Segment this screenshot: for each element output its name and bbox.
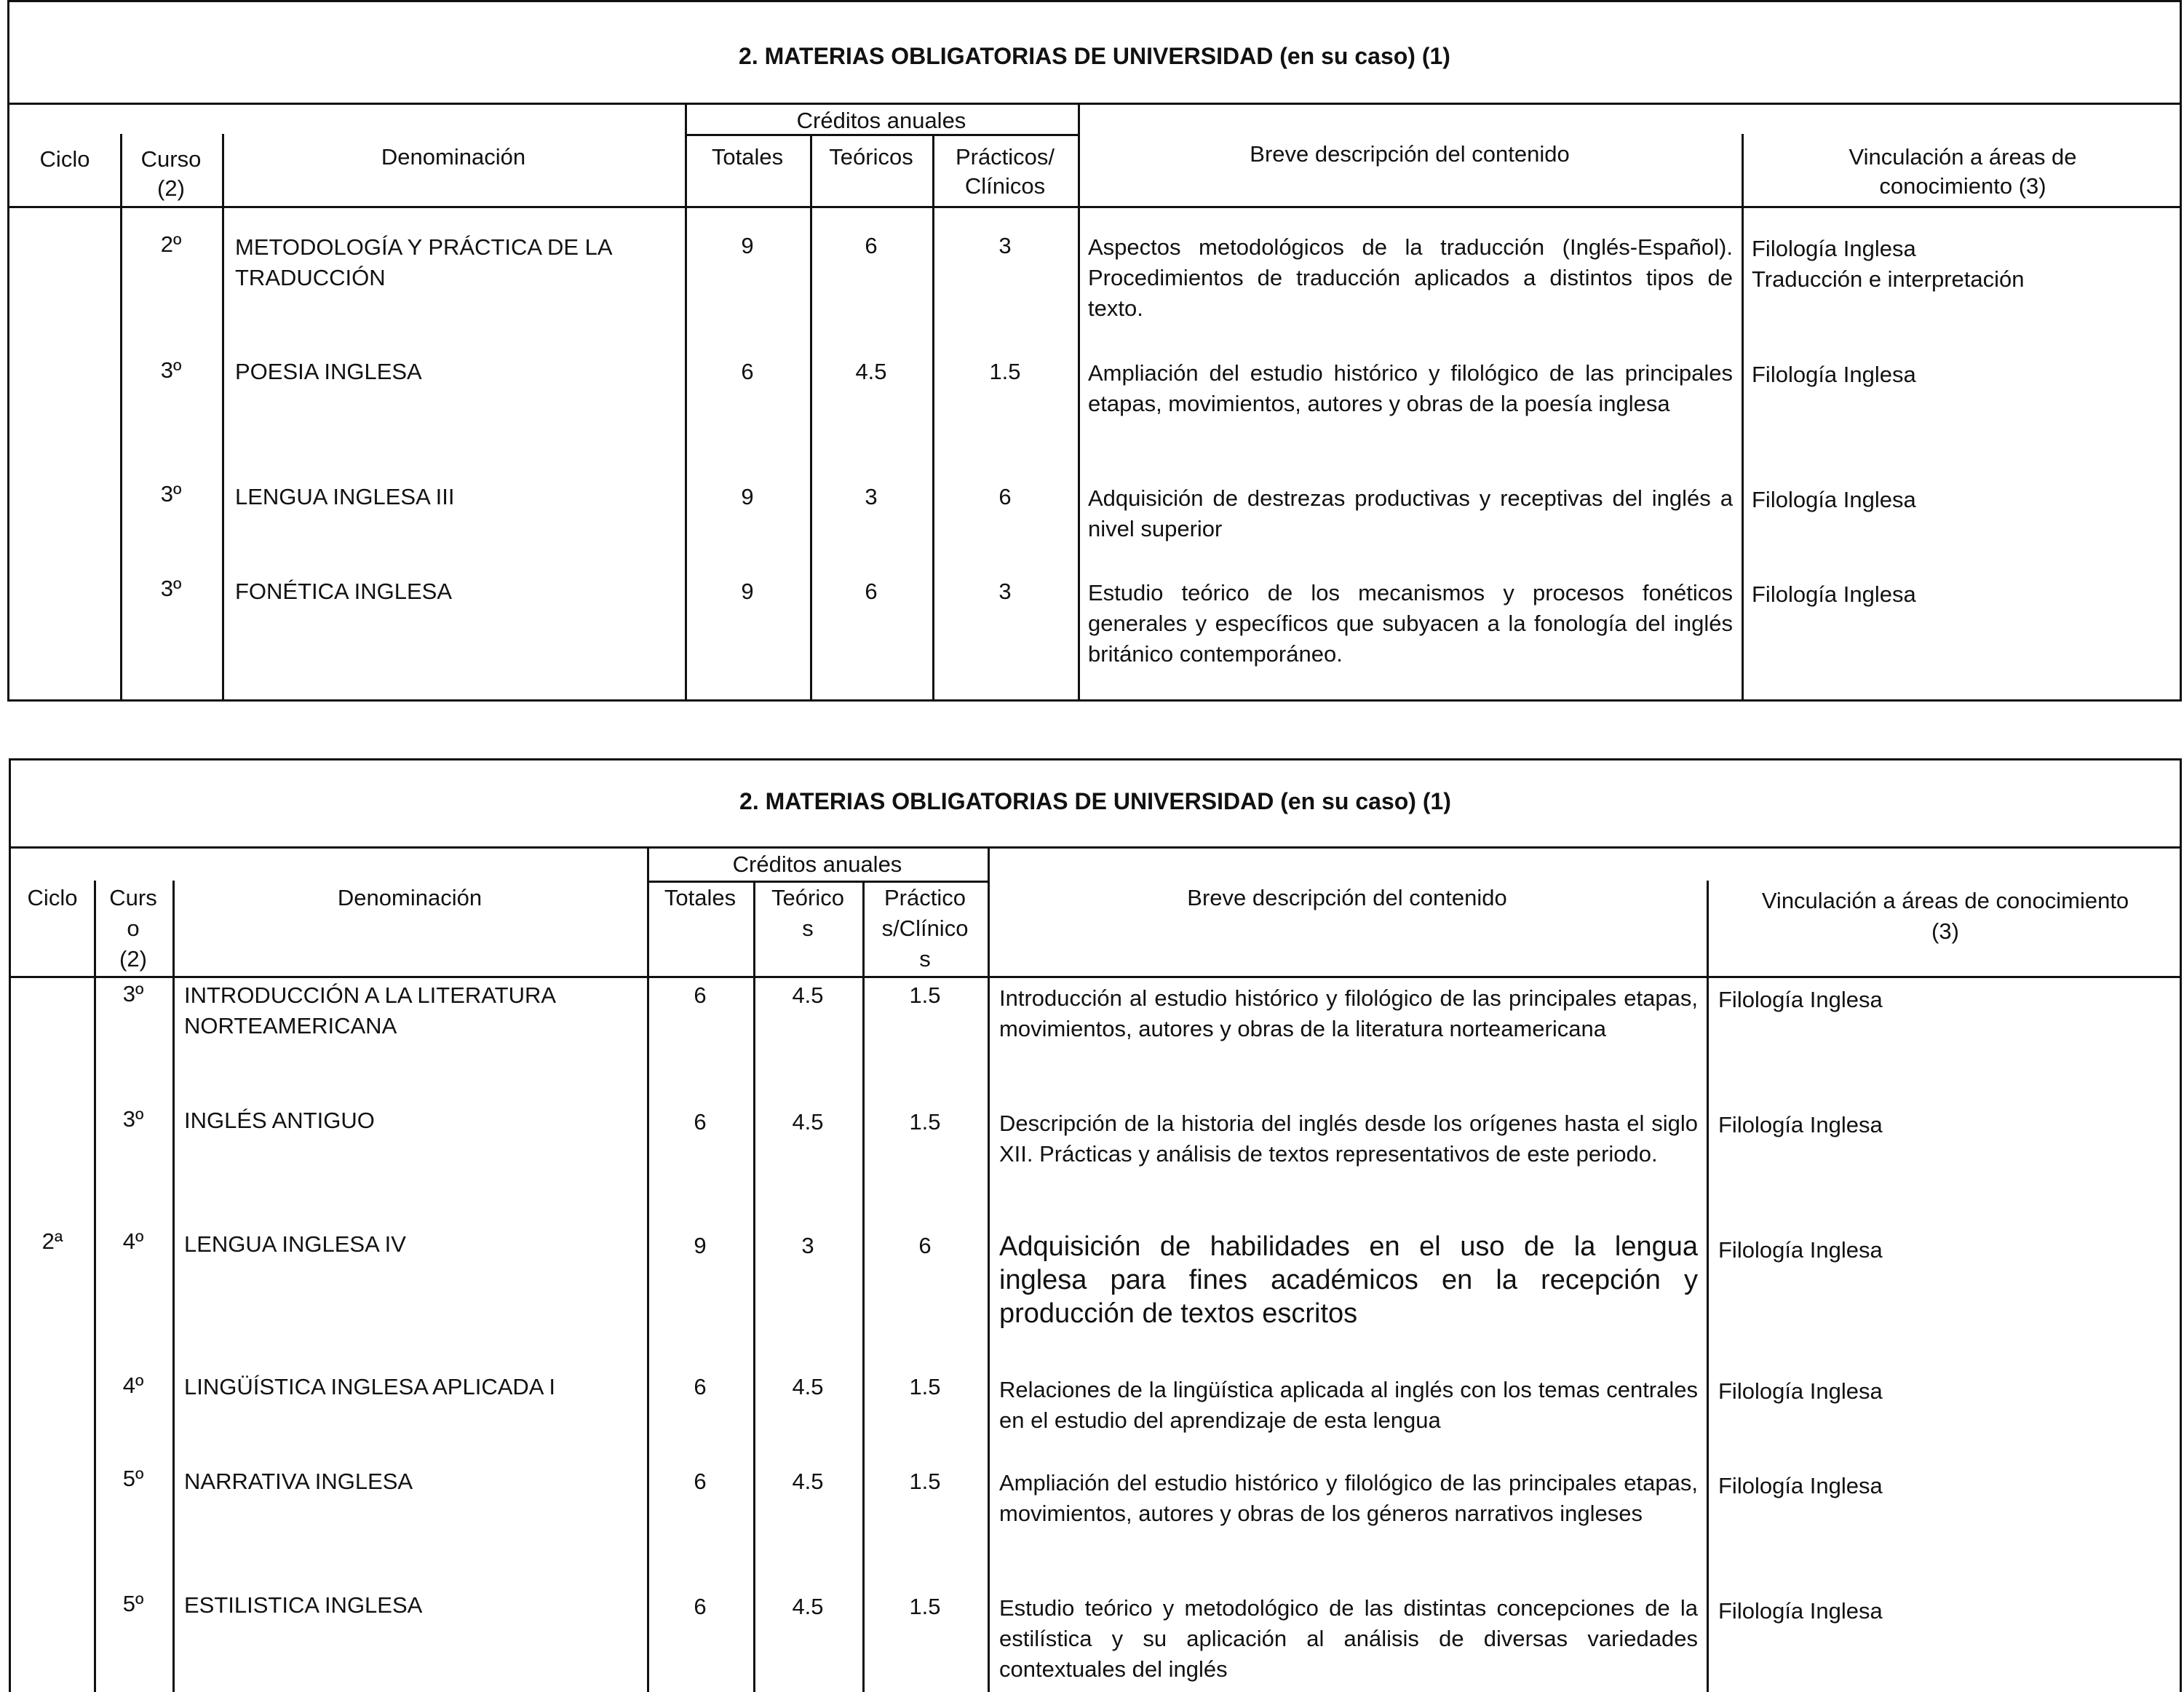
divider (685, 103, 687, 699)
header-descripcion: Breve descripción del contenido (1187, 885, 1507, 910)
header-vinculacion-2: conocimiento (3) (1879, 173, 2046, 199)
row-curso: 3º (160, 357, 182, 383)
row-practicos: 1.5 (909, 982, 941, 1008)
row-practicos: 3 (998, 233, 1012, 258)
header-curso: Curs o (2) (109, 885, 157, 972)
row-curso: 3º (122, 981, 144, 1006)
divider (1078, 103, 1080, 699)
row-vinculacion: Filología Inglesa (1718, 1473, 1883, 1498)
divider (222, 134, 224, 699)
header-practicos: Prácticos/ (955, 144, 1055, 170)
row-curso: 4º (122, 1228, 144, 1254)
row-vinculacion: Filología Inglesa (1752, 581, 1916, 607)
divider (120, 134, 122, 699)
row-vinculacion: Filología Inglesa (1718, 1112, 1883, 1137)
divider (932, 134, 934, 699)
row-totales: 6 (741, 359, 754, 384)
row-totales: 6 (694, 1109, 707, 1135)
row-teoricos: 4.5 (792, 1374, 824, 1399)
header-curso-note: (2) (157, 175, 185, 201)
row-teoricos: 3 (865, 484, 878, 509)
header-totales: Totales (664, 885, 736, 910)
row-curso: 4º (122, 1373, 144, 1398)
row-totales: 9 (741, 233, 754, 258)
table-1-title: 2. MATERIAS OBLIGATORIAS DE UNIVERSIDAD (en su caso) (1) (739, 43, 1450, 69)
row-practicos: 1.5 (909, 1469, 941, 1494)
row-denominacion: FONÉTICA INGLESA (235, 579, 453, 604)
row-denominacion: NARRATIVA INGLESA (184, 1469, 413, 1494)
row-totales: 6 (694, 1594, 707, 1619)
row-vinculacion: Filología Inglesa (1718, 987, 1883, 1012)
divider (11, 976, 2180, 978)
row-practicos: 1.5 (989, 359, 1021, 384)
header-creditos: Créditos anuales (796, 108, 966, 133)
row-teoricos: 4.5 (792, 1594, 824, 1619)
row-denominacion: LENGUA INGLESA IV (184, 1231, 406, 1257)
ciclo-value: 2ª (41, 1228, 63, 1254)
row-totales: 9 (694, 1233, 707, 1258)
row-curso: 3º (160, 481, 182, 507)
row-denominacion: INGLÉS ANTIGUO (184, 1108, 375, 1133)
divider (11, 846, 2180, 849)
row-descripcion: Adquisición de habilidades en el uso de la lengua inglesa para fines académicos en la recepción y producción de textos escritos (999, 1231, 1698, 1329)
row-descripcion: Adquisición de destrezas productivas y receptivas del inglés a nivel superior (1088, 485, 1733, 541)
divider (172, 881, 175, 1692)
row-curso: 5º (122, 1591, 144, 1616)
row-teoricos: 6 (865, 233, 878, 258)
row-denominacion: LINGÜÍSTICA INGLESA APLICADA I (184, 1374, 555, 1399)
row-practicos: 1.5 (909, 1109, 941, 1135)
row-teoricos: 4.5 (855, 359, 887, 384)
row-practicos: 6 (918, 1233, 932, 1258)
header-curso: Curso (140, 146, 202, 172)
row-teoricos: 6 (865, 579, 878, 604)
row-vinculacion: Filología Inglesa (1718, 1598, 1883, 1624)
header-denominacion: Denominación (381, 144, 526, 170)
row-descripcion: Descripción de la historia del inglés desde los orígenes hasta el siglo XII. Prácticas y análisis de textos representativos de este periodo. (999, 1111, 1698, 1167)
row-vinculacion: Filología Inglesa (1718, 1378, 1883, 1404)
header-totales: Totales (711, 144, 784, 170)
header-teoricos: Teóricos (829, 144, 913, 170)
table-2-title: 2. MATERIAS OBLIGATORIAS DE UNIVERSIDAD (en su caso) (1) (739, 788, 1451, 814)
row-curso: 3º (122, 1106, 144, 1132)
row-descripcion: Ampliación del estudio histórico y filológico de las principales etapas, movimientos, autores y obras de los géneros narrativos ingleses (999, 1470, 1698, 1526)
row-practicos: 1.5 (909, 1594, 941, 1619)
row-descripcion: Estudio teórico de los mecanismos y procesos fonéticos generales y específicos que subyacen a la fonología del inglés británico contemporáneo. (1088, 580, 1733, 667)
row-totales: 6 (694, 1469, 707, 1494)
row-denominacion: INTRODUCCIÓN A LA LITERATURA NORTEAMERICANA (184, 982, 555, 1038)
divider (1707, 881, 1709, 1692)
row-teoricos: 3 (801, 1233, 814, 1258)
row-curso: 2º (160, 231, 182, 257)
header-teoricos: Teórico s (771, 885, 844, 941)
row-curso: 3º (160, 576, 182, 601)
row-practicos: 6 (998, 484, 1012, 509)
table-2 (9, 758, 2182, 1692)
row-descripcion: Estudio teórico y metodológico de las distintas concepciones de la estilística y su aplicación al análisis de diversas variedades contextuales del inglés (999, 1595, 1698, 1682)
row-descripcion: Relaciones de la lingüística aplicada al inglés con los temas centrales en el estudio del aprendizaje de esta lengua (999, 1377, 1698, 1433)
header-vinculacion: Vinculación a áreas de conocimiento (3) (1761, 888, 2129, 944)
divider (810, 134, 812, 699)
row-vinculacion: Filología Inglesa (1752, 487, 1916, 512)
row-practicos: 1.5 (909, 1374, 941, 1399)
row-curso: 5º (122, 1466, 144, 1491)
row-denominacion: LENGUA INGLESA III (235, 484, 455, 509)
row-practicos: 3 (998, 579, 1012, 604)
divider (988, 846, 990, 1692)
row-descripcion: Introducción al estudio histórico y filológico de las principales etapas, movimientos, autores y obras de la literatura norteamericana (999, 985, 1698, 1041)
header-denominacion: Denominación (337, 885, 483, 910)
divider (647, 846, 649, 1692)
row-totales: 9 (741, 579, 754, 604)
row-totales: 6 (694, 1374, 707, 1399)
divider (9, 206, 2180, 208)
header-descripcion: Breve descripción del contenido (1250, 141, 1570, 167)
table-1 (7, 0, 2182, 702)
row-vinculacion: Filología Inglesa (1718, 1237, 1883, 1263)
header-clinicos: Clínicos (964, 173, 1046, 199)
row-teoricos: 4.5 (792, 1109, 824, 1135)
row-teoricos: 4.5 (792, 982, 824, 1008)
row-denominacion: POESIA INGLESA (235, 359, 422, 384)
row-totales: 6 (694, 982, 707, 1008)
row-teoricos: 4.5 (792, 1469, 824, 1494)
divider (9, 103, 2180, 105)
header-practicos: Práctico s/Clínico s (881, 885, 969, 972)
header-ciclo: Ciclo (27, 885, 78, 910)
header-ciclo: Ciclo (39, 146, 90, 172)
header-vinculacion: Vinculación a áreas de (1849, 144, 2077, 170)
row-denominacion: ESTILISTICA INGLESA (184, 1592, 423, 1618)
row-descripcion: Aspectos metodológicos de la traducción (Inglés-Español). Procedimientos de traducción aplicados a distintos tipos de texto. (1088, 234, 1733, 321)
header-creditos: Créditos anuales (732, 851, 902, 877)
row-totales: 9 (741, 484, 754, 509)
row-descripcion: Ampliación del estudio histórico y filológico de las principales etapas, movimientos, autores y obras de la poesía inglesa (1088, 360, 1733, 416)
row-denominacion: METODOLOGÍA Y PRÁCTICA DE LA TRADUCCIÓN (235, 234, 611, 290)
row-vinculacion: Filología Inglesa (1752, 362, 1916, 387)
row-vinculacion: Filología Inglesa Traducción e interpretación (1752, 236, 2025, 292)
divider (1742, 134, 1744, 699)
